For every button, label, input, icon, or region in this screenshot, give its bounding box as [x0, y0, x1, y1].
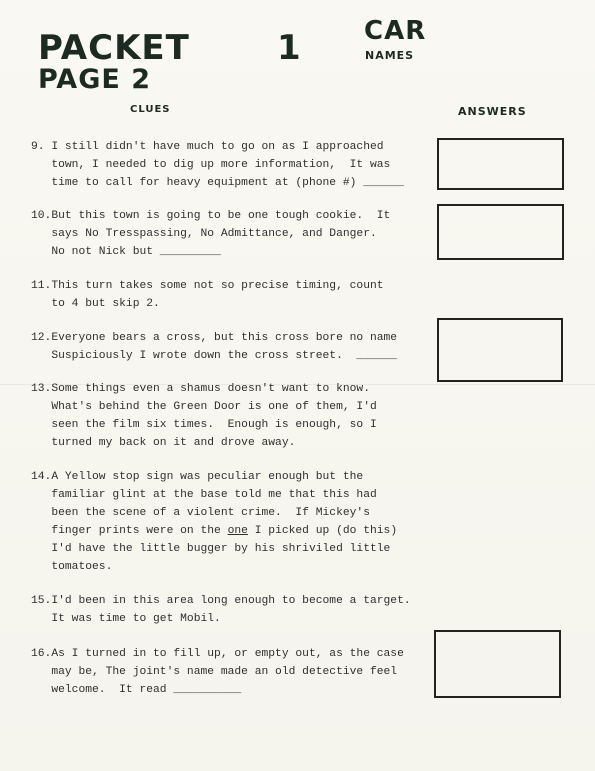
clue-number: 12. [31, 332, 52, 344]
clue-13 [31, 380, 431, 452]
clue-line [31, 295, 431, 313]
category-title: CAR [364, 16, 427, 46]
clue-line [31, 558, 431, 576]
clue-14 [31, 468, 431, 576]
answer-box-10[interactable] [437, 204, 564, 260]
clue-text: I picked up (do this) [247, 525, 398, 537]
clue-12 [31, 329, 431, 365]
clue-text: familiar glint at the base told me that this had [51, 489, 377, 501]
clue-text: A Yellow stop sign was peculiar enough but the [51, 471, 364, 483]
clue-line [31, 347, 431, 365]
category-subtitle: NAMES [365, 49, 415, 62]
clue-line [31, 380, 431, 398]
clue-line [31, 398, 431, 416]
clue-line [31, 329, 431, 347]
clue-line [31, 610, 431, 628]
clue-text: may be, The joint's name made an old detective feel [51, 666, 398, 678]
clue-text: As I turned in to fill up, or empty out, as the case [51, 648, 404, 660]
clue-9 [31, 138, 431, 192]
clue-text: I still didn't have much to go on as I approached [51, 141, 384, 153]
clue-line [31, 207, 431, 225]
clue-text: tomatoes. [51, 561, 113, 573]
clue-text: time to call for heavy equipment at (phone #) ______ [51, 177, 404, 189]
clue-line [31, 138, 431, 156]
clue-number: 14. [31, 471, 52, 483]
clue-text: says No Tresspassing, No Admittance, and Danger. [51, 228, 377, 240]
clue-text: I'd have the little bugger by his shriviled little [51, 543, 391, 555]
clue-text: turned my back on it and drove away. [51, 437, 296, 449]
clue-line [31, 486, 431, 504]
clue-number: 10. [31, 210, 52, 222]
clue-number: 13. [31, 383, 52, 395]
clue-text: seen the film six times. Enough is enough, so I [51, 419, 377, 431]
clues-column-header: CLUES [130, 104, 171, 115]
clue-text: town, I needed to dig up more information, It was [51, 159, 391, 171]
clue-line [31, 645, 431, 663]
clue-text: been the scene of a violent crime. If Mickey's [51, 507, 370, 519]
clue-text: Some things even a shamus doesn't want to know. [51, 383, 370, 395]
underlined-word: one [227, 525, 248, 537]
packet-number: 1 [277, 28, 302, 68]
clue-line [31, 434, 431, 452]
clue-number: 9. [31, 141, 45, 153]
clue-line [31, 468, 431, 486]
clue-text: finger prints were on the [51, 525, 228, 537]
answers-column-header: ANSWERS [458, 105, 527, 118]
clue-text: I'd been in this area long enough to become a target. [51, 595, 411, 607]
clue-number: 16. [31, 648, 52, 660]
clue-line [31, 243, 431, 261]
clue-line [31, 663, 431, 681]
clue-10 [31, 207, 431, 261]
clue-line [31, 681, 431, 699]
clue-text: Everyone bears a cross, but this cross bore no name [51, 332, 398, 344]
clue-line [31, 540, 431, 558]
clue-number: 15. [31, 595, 52, 607]
clue-text: to 4 but skip 2. [51, 298, 160, 310]
clue-15 [31, 592, 431, 628]
clue-line [31, 156, 431, 174]
clue-text: But this town is going to be one tough cookie. It [51, 210, 391, 222]
clue-number: 11. [31, 280, 52, 292]
answer-box-9[interactable] [437, 138, 564, 190]
answer-box-16[interactable] [434, 630, 561, 698]
clue-line [31, 592, 431, 610]
clue-16 [31, 645, 431, 699]
page-title: PAGE 2 [38, 64, 151, 95]
clue-line [31, 174, 431, 192]
clue-line [31, 277, 431, 295]
clue-text: welcome. It read __________ [51, 684, 242, 696]
clue-text: No not Nick but _________ [51, 246, 221, 258]
clue-text: Suspiciously I wrote down the cross street. ______ [51, 350, 398, 362]
clue-text: This turn takes some not so precise timing, count [51, 280, 384, 292]
clue-line [31, 416, 431, 434]
clue-line [31, 522, 431, 540]
clue-line [31, 225, 431, 243]
clue-11 [31, 277, 431, 313]
clue-text: It was time to get Mobil. [51, 613, 221, 625]
answer-box-12[interactable] [437, 318, 563, 382]
clue-text: What's behind the Green Door is one of them, I'd [51, 401, 377, 413]
packet-title: PACKET [38, 28, 190, 68]
clue-line [31, 504, 431, 522]
